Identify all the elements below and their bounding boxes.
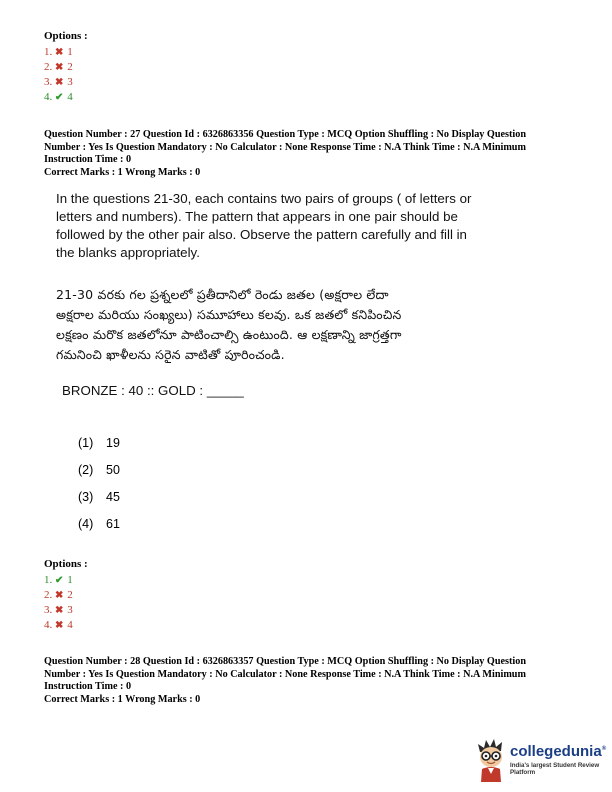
option-value: 4 <box>67 619 73 631</box>
question-text-english <box>56 190 556 262</box>
logo-name: collegedunia <box>510 743 602 760</box>
option-value: 3 <box>67 604 73 616</box>
question-meta-line: Instruction Time : 0 <box>44 681 132 692</box>
option-number: 2. <box>44 61 53 73</box>
options-list <box>44 573 73 633</box>
choice-item <box>78 517 120 531</box>
option-number: 4. <box>44 91 53 103</box>
option-number: 1. <box>44 46 53 58</box>
option-value: 1 <box>67 46 73 58</box>
logo-wordmark <box>510 743 606 760</box>
text-line: 21-30 వరకు గల ప్రశ్నలలో ప్రతీదానిలో రెండు జతల (అక్షరాల లేదా <box>56 287 389 302</box>
cross-icon: ✖ <box>55 47 64 58</box>
options-title: Options : <box>44 30 88 42</box>
option-value: 2 <box>67 589 73 601</box>
text-line: letters and numbers). The pattern that appears in one pair should be <box>56 209 458 224</box>
choice-value: 61 <box>106 517 120 531</box>
option-number: 1. <box>44 574 53 586</box>
choice-item <box>78 490 120 504</box>
option-item <box>44 60 73 75</box>
text-line: In the questions 21-30, each contains two pairs of groups ( of letters or <box>56 191 472 206</box>
check-icon: ✔ <box>55 92 64 103</box>
choice-value: 19 <box>106 436 120 450</box>
option-value: 1 <box>67 574 73 586</box>
question-meta-line: Instruction Time : 0 <box>44 154 132 165</box>
question-marks: Correct Marks : 1 Wrong Marks : 0 <box>44 693 201 705</box>
option-number: 3. <box>44 604 53 616</box>
option-item <box>44 573 73 588</box>
cross-icon: ✖ <box>55 590 64 601</box>
option-item <box>44 603 73 618</box>
question-prompt: BRONZE : 40 :: GOLD : _____ <box>62 383 244 398</box>
option-value: 4 <box>67 91 73 103</box>
option-value: 2 <box>67 61 73 73</box>
question-meta-line: Number : Yes Is Question Mandatory : No Calculator : None Response Time : N.A Think Time : N.A Minimum <box>44 668 526 680</box>
choice-value: 50 <box>106 463 120 477</box>
cross-icon: ✖ <box>55 77 64 88</box>
option-item <box>44 90 73 105</box>
text-line: followed by the other pair also. Observe the pattern carefully and fill in <box>56 227 467 242</box>
choice-number: (3) <box>78 490 94 504</box>
question-meta <box>44 656 564 706</box>
options-title: Options : <box>44 558 88 570</box>
choice-number: (1) <box>78 436 94 450</box>
text-line: లక్షణం మరొక జతలోనూ పాటించాల్సి ఉంటుంది. ఆ లక్షణాన్ని జాగ్రత్తగా <box>56 327 402 342</box>
choice-number: (2) <box>78 463 94 477</box>
option-item <box>44 588 73 603</box>
option-item <box>44 75 73 90</box>
option-item <box>44 618 73 633</box>
option-value: 3 <box>67 76 73 88</box>
question-meta-line: Question Number : 27 Question Id : 6326863356 Question Type : MCQ Option Shuffling : No Display Question <box>44 129 526 140</box>
cross-icon: ✖ <box>55 605 64 616</box>
choice-number: (4) <box>78 517 94 531</box>
question-text-telugu <box>56 285 566 365</box>
text-line: గమనించి ఖాళీలను సరైన వాటితో పూరించండి. <box>56 347 285 362</box>
text-line: the blanks appropriately. <box>56 245 200 260</box>
options-list <box>44 45 73 105</box>
question-meta-line: Number : Yes Is Question Mandatory : No Calculator : None Response Time : N.A Think Time : N.A Minimum <box>44 141 526 153</box>
option-item <box>44 45 73 60</box>
option-number: 2. <box>44 589 53 601</box>
option-number: 3. <box>44 76 53 88</box>
question-meta-line: Question Number : 28 Question Id : 6326863357 Question Type : MCQ Option Shuffling : No Display Question <box>44 656 526 667</box>
trademark-symbol: ® <box>601 746 607 752</box>
logo-tagline: India's largest Student Review Platform <box>510 762 600 776</box>
cross-icon: ✖ <box>55 620 64 631</box>
check-icon: ✔ <box>55 575 64 586</box>
question-meta <box>44 129 564 179</box>
cross-icon: ✖ <box>55 62 64 73</box>
text-line: అక్షరాల మరియు సంఖ్యలు) సమూహాలు కలవు. ఒక జతలో కనిపించిన <box>56 307 402 322</box>
choice-item <box>78 436 120 450</box>
choice-item <box>78 463 120 477</box>
mascot-icon <box>474 738 508 782</box>
collegedunia-logo <box>474 738 607 782</box>
question-marks: Correct Marks : 1 Wrong Marks : 0 <box>44 166 201 178</box>
option-number: 4. <box>44 619 53 631</box>
choice-value: 45 <box>106 490 120 504</box>
